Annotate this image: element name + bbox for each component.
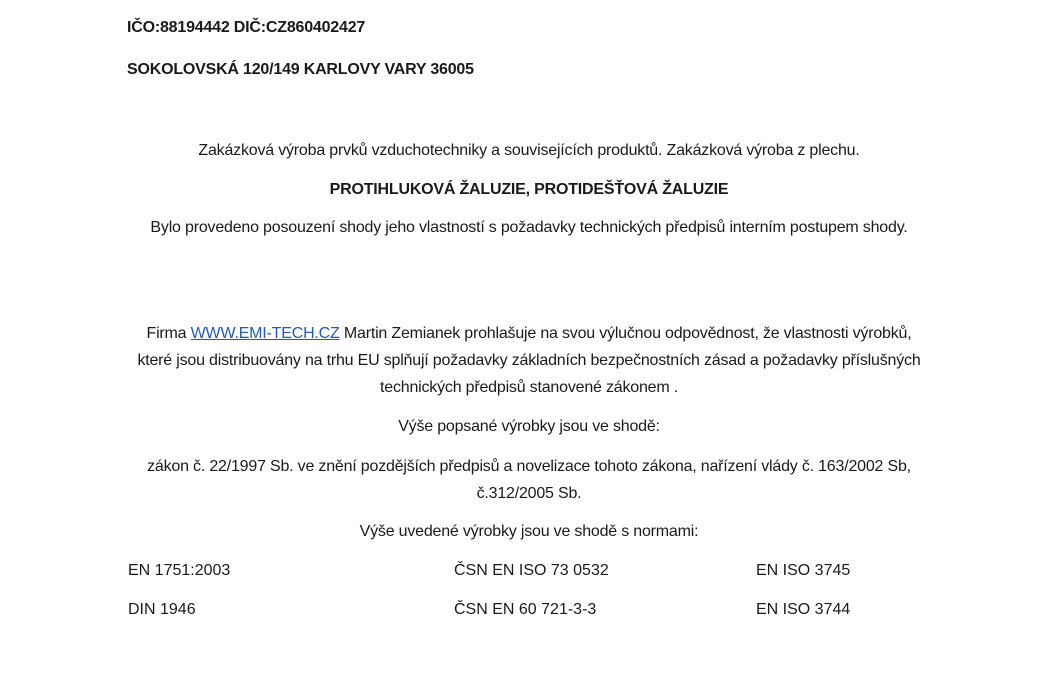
company-ids: IČO:88194442 DIČ:CZ860402427 — [127, 19, 366, 36]
norm-item: EN ISO 3744 — [756, 601, 851, 618]
conformity-heading: Výše popsané výrobky jsou ve shodě: — [398, 418, 660, 435]
company-website-link[interactable]: WWW.EMI-TECH.CZ — [190, 325, 340, 342]
laws-text: zákon č. 22/1997 Sb. ve znění pozdějších předpisů a novelizace tohoto zákona, nařízení vlády č. 163/2002 Sb, č.312/2005 Sb. — [147, 458, 911, 502]
norm-item: EN 1751:2003 — [128, 562, 231, 579]
norm-item: EN ISO 3745 — [756, 562, 851, 579]
norms-heading: Výše uvedené výrobky jsou ve shodě s normami: — [359, 523, 699, 540]
declaration-prefix: Firma — [146, 325, 191, 342]
declaration-rest: Martin Zemianek prohlašuje na svou výlučnou odpovědnost, že vlastnosti výrobků, které jsou distribuovány na trhu EU splňují požadavky základních bezpečnostních zásad a požadavky příslušných technických předpisů stanovené zákonem . — [137, 325, 921, 396]
norms-row — [0, 559, 1058, 583]
assessment-text: Bylo provedeno posouzení shody jeho vlastností s požadavky technických předpisů interním postupem shody. — [150, 219, 908, 236]
company-address: SOKOLOVSKÁ 120/149 KARLOVY VARY 36005 — [127, 61, 474, 78]
norm-item: ČSN EN ISO 73 0532 — [454, 562, 609, 579]
norms-row — [0, 598, 1058, 622]
declaration-text — [128, 320, 930, 401]
product-title: PROTIHLUKOVÁ ŽALUZIE, PROTIDEŠŤOVÁ ŽALUZIE — [329, 181, 729, 198]
norm-item: DIN 1946 — [128, 601, 196, 618]
intro-text: Zakázková výroba prvků vzduchotechniky a souvisejících produktů. Zakázková výroba z plechu. — [198, 142, 860, 159]
norm-item: ČSN EN 60 721-3-3 — [454, 601, 597, 618]
